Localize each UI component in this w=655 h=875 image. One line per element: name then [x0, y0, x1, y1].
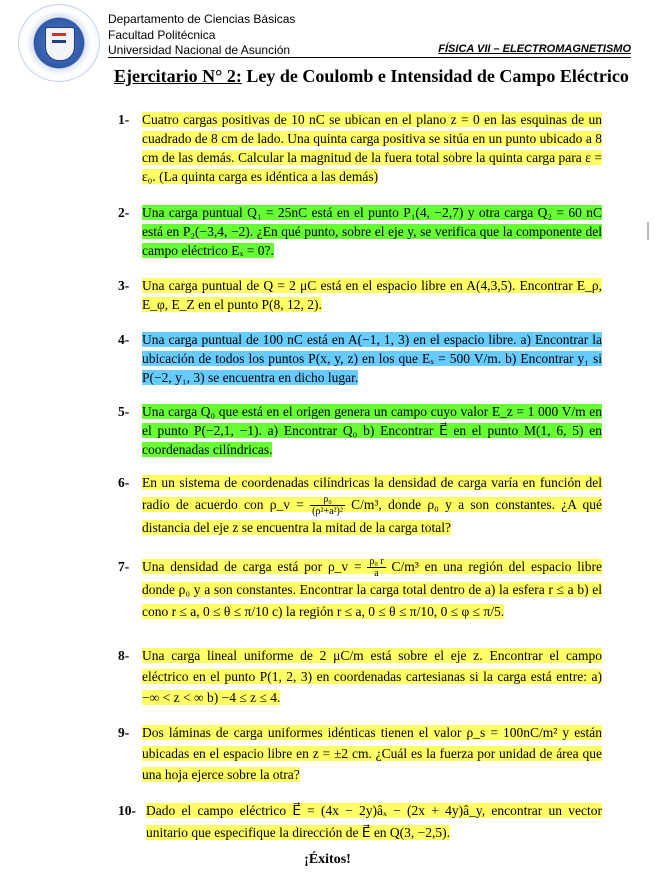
- problem-text: Dado el campo eléctrico E⃗ = (4x − 2y)âₓ − (2x + 4y)â_y, encontrar un vector unitario que especifique la dirección de E⃗ en Q(3, −2,5).: [146, 803, 602, 840]
- problem-number: 5-: [118, 404, 130, 419]
- problem-1: [118, 110, 602, 186]
- problem-number: 2-: [118, 205, 130, 220]
- header-dept: Departamento de Ciencias Básicas: [108, 12, 296, 26]
- header-divider: [108, 57, 631, 58]
- problem-text: Una carga Q₀ que está en el origen genera un campo cuyo valor E_z = 1 000 V/m en el punto P(−2,1, −1). a) Encontrar Q₀ b) Encontrar E⃗ en el punto M(1, 6, 5) en coordenadas cilíndricas.: [142, 404, 602, 457]
- problem-5: [118, 402, 602, 459]
- title-prefix: Ejercitario N° 2:: [114, 66, 242, 86]
- problem-text: Una densidad de carga está por ρ_v =: [142, 559, 368, 574]
- problem-text: Una carga lineal uniforme de 2 μC/m está sobre el eje z. Encontrar el campo eléctrico en el punto P(1, 2, 3) en coordenadas cartesianas si la carga está entre: a) −∞ < z < ∞ b) −4 ≤ z ≤ 4.: [142, 648, 602, 705]
- problem-number: 4-: [118, 332, 130, 347]
- problem-text: Una carga puntual de 100 nC está en A(−1, 1, 3) en el espacio libre. a) Encontrar la ubicación de todos los puntos P(x, y, z) en los que Eₓ = 500 V/m. b) Encontrar y₁ si P(−2, y₁, 3) se encuentra en dicho lugar.: [142, 332, 602, 385]
- problem-4: [118, 330, 602, 387]
- header-course: FÍSICA VII – ELECTROMAGNETISMO: [438, 43, 631, 55]
- problem-text: Una carga puntual de Q = 2 μC está en el espacio libre en A(4,3,5). Encontrar E_ρ, E_φ, E_Z en el punto P(8, 12, 2).: [142, 278, 602, 312]
- problem-8: [118, 645, 602, 708]
- problem-number: 8-: [118, 648, 130, 663]
- footer-closing: ¡Éxitos!: [304, 852, 351, 867]
- header-university: Universidad Nacional de Asunción: [108, 43, 291, 57]
- problem-10: [118, 800, 602, 844]
- problem-3: [118, 276, 602, 314]
- problem-text: En un sistema de coordenadas cilíndricas la densidad de carga varía en función del radio de acuerdo con ρ_v =: [142, 475, 602, 512]
- page-title: [114, 66, 629, 87]
- problem-number: 9-: [118, 725, 130, 740]
- margin-mark: [647, 222, 649, 240]
- density-fraction: $\frac{\text{ρ₀ r}}{a}$: [369, 556, 384, 580]
- header-faculty: Facultad Politécnica: [108, 28, 216, 42]
- problem-6: [118, 472, 602, 539]
- problem-number: 6-: [118, 475, 130, 490]
- problem-number: 1-: [118, 112, 130, 127]
- problem-9: [118, 722, 602, 785]
- problem-7: [118, 556, 602, 623]
- university-logo: [18, 4, 100, 82]
- problem-text-cont: C/m³ en una región del espacio libre donde ρ₀ y a son constantes. Encontrar la carga total dentro de a) la esfera r ≤ a b) el cono r ≤ a, 0 ≤ θ ≤ π/10 c) la región r ≤ a, 0 ≤ θ ≤ π/10, 0 ≤ φ ≤ π/5.: [142, 559, 602, 620]
- problem-text: Dos láminas de carga uniformes idénticas tienen el valor ρ_s = 100nC/m² y están ubicadas en el espacio libre en z = ±2 cm. ¿Cuál es la fuerza por unidad de área que una hoja ejerce sobre la otra?: [142, 725, 602, 782]
- problem-2: [118, 203, 602, 260]
- problem-text: Cuatro cargas positivas de 10 nC se ubican en el plano z = 0 en las esquinas de un cuadrado de 8 cm de lado. Una quinta carga positiva se sitúa en un punto ubicado a 8 cm de las demás. Calcular la magnitud de la fuera total sobre la quinta carga para ε = ε₀. (La quinta carga es idéntica a las demás): [142, 112, 602, 184]
- density-fraction: $\frac{\text{ρ₀}}{\text{(ρ²+a²)²}}$: [312, 494, 343, 518]
- problem-number: 3-: [118, 278, 130, 293]
- problem-text: Una carga puntual Q₁ = 25nC está en el punto P₁(4, −2,7) y otra carga Q₂ = 60 nC está en P₂(−3,4, −2). ¿En qué punto, sobre el eje y, se verifica que la componente del campo eléctrico Eₓ = 0?.: [142, 205, 602, 258]
- problem-number: 10-: [118, 803, 136, 818]
- title-text: Ley de Coulomb e Intensidad de Campo Eléctrico: [241, 66, 629, 86]
- problem-text-cont: C/m³, donde ρ₀ y a son constantes. ¿A qué distancia del eje z se encuentra la mitad de la carga total?: [142, 497, 602, 536]
- problem-number: 7-: [118, 559, 130, 574]
